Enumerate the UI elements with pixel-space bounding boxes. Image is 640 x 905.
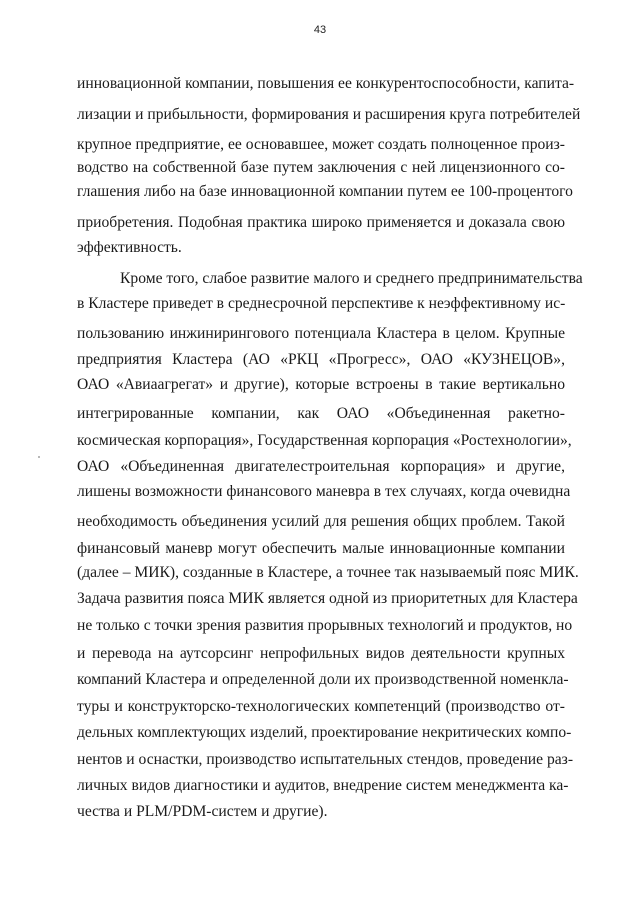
scan-speck [38,456,40,458]
text-line: туры и конструкторско-технологических компетенций (производство от- [77,698,565,715]
text-line: Кроме того, слабое развитие малого и среднего предпринимательства [120,270,583,287]
text-line: водство на собственной базе путем заключения с ней лицензионного со- [77,159,565,176]
page-number: 43 [313,24,327,36]
text-line: (далее – МИК), созданные в Кластере, а точнее так называемый пояс МИК. [77,564,579,581]
text-line: глашения либо на базе инновационной компании путем ее 100-процентого [77,183,573,200]
text-line: лишены возможности финансового маневра в тех случаях, когда очевидна [77,483,571,500]
text-line: финансовый маневр могут обеспечить малые инновационные компании [77,540,565,557]
text-line: предприятия Кластера (АО «РКЦ «Прогресс», ОАО «КУЗНЕЦОВ», [77,351,565,368]
text-line: ОАО «Объединенная двигателестроительная корпорация» и другие, [77,458,565,475]
text-line: космическая корпорация», Государственная корпорация «Ростехнологии», [77,432,572,449]
text-line: и перевода на аутсорсинг непрофильных видов деятельности крупных [77,645,565,662]
text-line: компаний Кластера и определенной доли их производственной номенкла- [77,671,569,688]
text-line: пользованию инжинирингового потенциала Кластера в целом. Крупные [77,325,565,342]
text-line: необходимость объединения усилий для решения общих проблем. Такой [77,513,565,530]
text-line: Задача развития пояса МИК является одной из приоритетных для Кластера [77,590,578,607]
text-line: лизации и прибыльности, формирования и расширения круга потребителей [77,106,581,123]
text-line: ОАО «Авиаагрегат» и другие), которые встроены в такие вертикально [77,376,565,393]
text-line: личных видов диагностики и аудитов, внедрение систем менеджмента ка- [77,777,569,794]
text-line: приобретения. Подобная практика широко применяется и доказала свою [77,214,565,231]
text-line: крупное предприятие, ее основавшее, может создать полноценное произ- [77,136,565,153]
text-line: инновационной компании, повышения ее конкурентоспособности, капита- [77,75,575,92]
text-line: не только с точки зрения развития прорывных технологий и продуктов, но [77,617,573,634]
text-line: в Кластере приведет в среднесрочной перспективе к неэффективному ис- [77,295,566,312]
text-line: интегрированные компании, как ОАО «Объединенная ракетно- [77,405,565,422]
text-line: нентов и оснастки, производство испытательных стендов, проведение раз- [77,751,574,768]
text-line: чества и PLM/PDM-систем и другие). [77,803,328,820]
text-line: эффективность. [77,239,182,256]
text-line: дельных комплектующих изделий, проектирование некритических компо- [77,724,572,741]
